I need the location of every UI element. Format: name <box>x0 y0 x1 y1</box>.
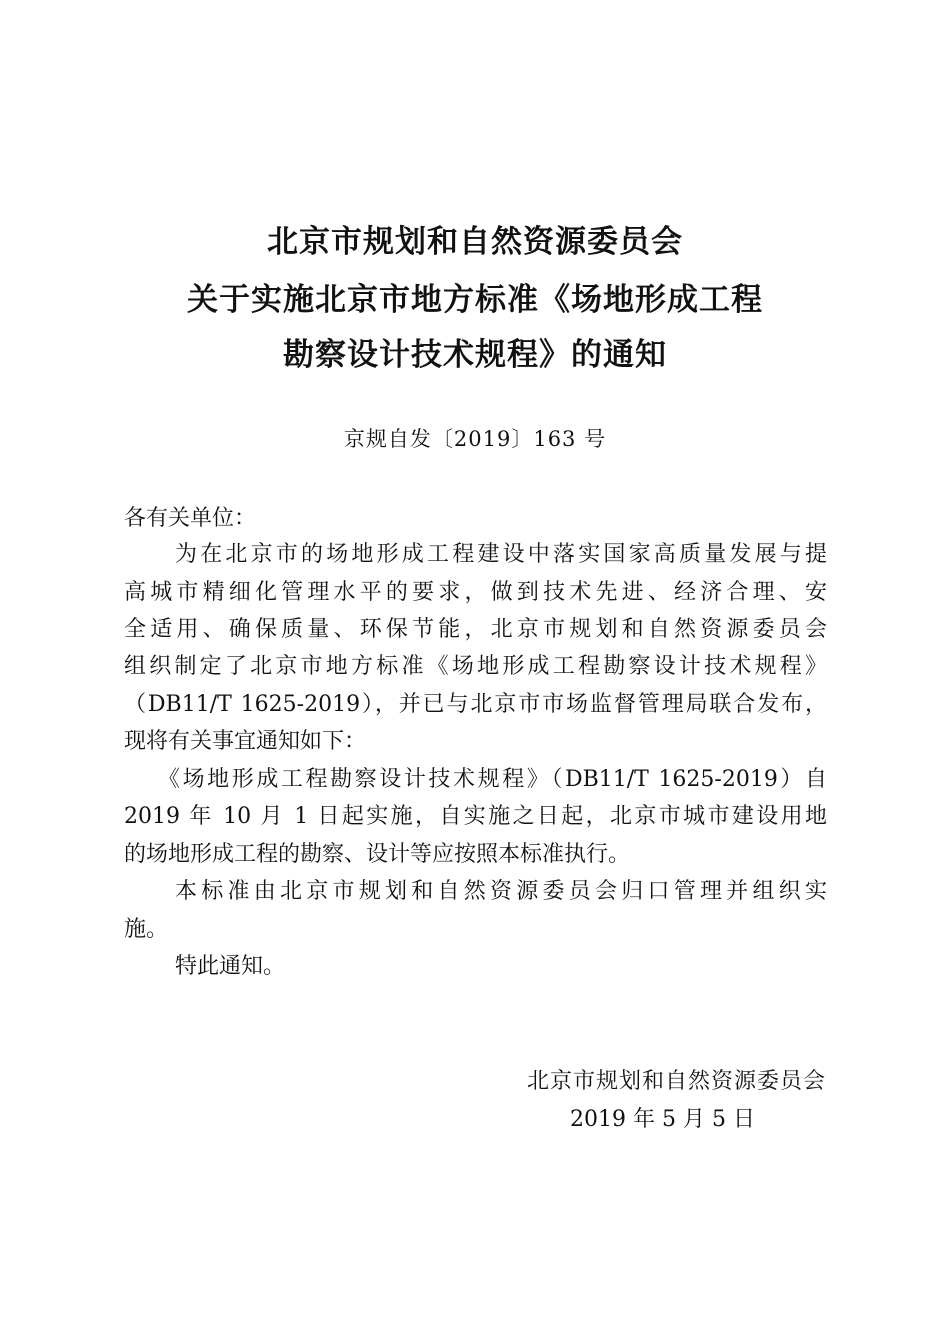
title-line-2: 关于实施北京市地方标准《场地形成工程 <box>187 282 763 318</box>
salutation: 各有关单位： <box>124 506 257 531</box>
document-number: 京规自发〔2019〕163 号 <box>343 427 607 451</box>
body-line: （DB11/T 1625-2019），并已与北京市市场监督管理局联合发布， <box>124 692 827 717</box>
body-line: 全适用、确保质量、环保节能，北京市规划和自然资源委员会 <box>124 617 827 642</box>
body-line: 现将有关事宜通知如下： <box>124 729 367 754</box>
signing-date: 2019 年 5 月 5 日 <box>570 1107 755 1132</box>
signing-organization: 北京市规划和自然资源委员会 <box>526 1069 826 1094</box>
body-line: 《场地形成工程勘察设计技术规程》（DB11/T 1625-2019）自 <box>158 767 827 792</box>
title-line-1: 北京市规划和自然资源委员会 <box>267 224 683 260</box>
body-line: 本标准由北京市规划和自然资源委员会归口管理并组织实 <box>175 879 827 904</box>
body-line: 的场地形成工程的勘察、设计等应按照本标准执行。 <box>124 842 631 867</box>
body-line: 施。 <box>124 917 169 942</box>
body-line: 特此通知。 <box>175 954 286 979</box>
body-line: 为在北京市的场地形成工程建设中落实国家高质量发展与提 <box>175 542 827 567</box>
body-line: 2019 年 10 月 1 日起实施，自实施之日起，北京市城市建设用地 <box>124 804 827 829</box>
title-line-3: 勘察设计技术规程》的通知 <box>283 337 667 373</box>
body-line: 高城市精细化管理水平的要求，做到技术先进、经济合理、安 <box>124 580 827 605</box>
body-line: 组织制定了北京市地方标准《场地形成工程勘察设计技术规程》 <box>124 654 827 679</box>
